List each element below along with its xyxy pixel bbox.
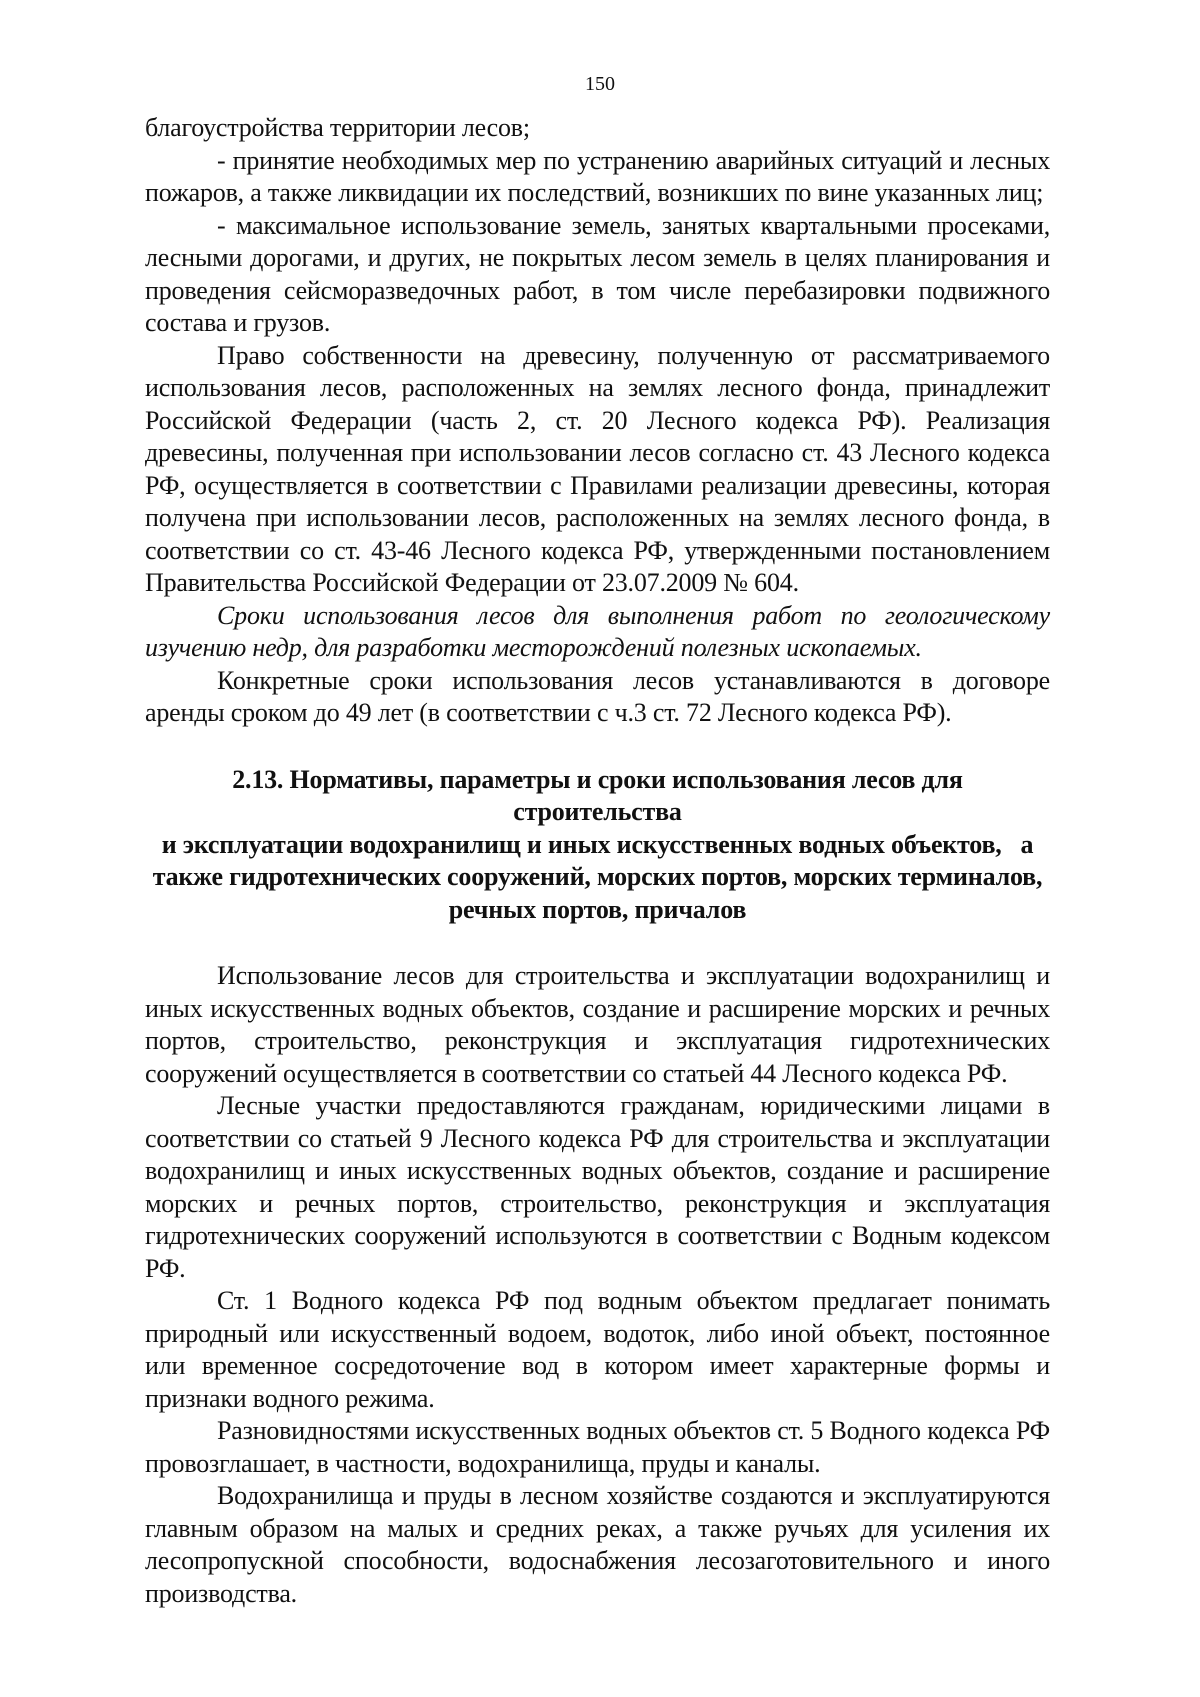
paragraph-lease-terms: Конкретные сроки использования лесов устанавливаются в договоре аренды сроком до 49 лет (в соответствии с ч.3 ст. 72 Лесного кодекса РФ). — [145, 665, 1050, 727]
page-number: 150 — [585, 73, 615, 95]
paragraph-water-code-article-5: Разновидностями искусственных водных объектов ст. 5 Водного кодекса РФ провозглашает, в частности, водохранилища, пруды и каналы. — [145, 1416, 1050, 1478]
section-heading — [145, 764, 1050, 927]
section-heading-line: 2.13. Нормативы, параметры и сроки использования лесов для строительства — [232, 764, 963, 826]
section-heading-line: также гидротехнических сооружений, морских портов, морских терминалов, — [152, 862, 1043, 891]
paragraph-continuation: благоустройства территории лесов; — [145, 113, 530, 142]
paragraph-terms-italic: Сроки использования лесов для выполнения работ по геологическому изучению недр, для разработки месторождений полезных ископаемых. — [145, 600, 1050, 662]
paragraph-ownership: Право собственности на древесину, полученную от рассматриваемого использования лесов, расположенных на землях лесного фонда, принадлежит Российской Федерации (часть 2, ст. 20 Лесного кодекса РФ). Реализация древесины, полученная при использовании лесов согласно ст. 43 Лесного кодекса РФ, осуществляется в соответствии с Правилами реализации древесины, которая получена при использовании лесов, расположенных на землях лесного фонда, в соответствии со ст. 43-46 Лесного кодекса РФ, утвержденными постановлением Правительства Российской Федерации от 23.07.2009 № 604. — [145, 340, 1050, 597]
paragraph-reservoirs: Водохранилища и пруды в лесном хозяйстве создаются и эксплуатируются главным образом на малых и средних реках, а также ручьях для усиления их лесопропускной способности, водоснабжения лесозаготовительного и иного производства. — [145, 1481, 1050, 1608]
paragraph-article-44: Использование лесов для строительства и эксплуатации водохранилищ и иных искусственных водных объектов, создание и расширение морских и речных портов, строительство, реконструкция и эксплуатация гидротехнических сооружений осуществляется в соответствии со статьей 44 Лесного кодекса РФ. — [145, 961, 1050, 1088]
page-content — [145, 112, 1050, 1610]
section-heading-line: и эксплуатации водохранилищ и иных искусственных водных объектов, а — [161, 829, 1034, 859]
paragraph-article-9: Лесные участки предоставляются гражданам, юридическими лицами в соответствии со статьей 9 Лесного кодекса РФ для строительства и эксплуатации водохранилищ и иных искусственных водных объектов, создание и расширение морских и речных портов, строительство, реконструкция и эксплуатация гидротехнических сооружений используются в соответствии с Водным кодексом РФ. — [145, 1091, 1050, 1283]
list-item-land-use: - максимальное использование земель, занятых квартальными просеками, лесными дорогами, и других, не покрытых лесом земель в целях планирования и проведения сейсморазведочных работ, в том числе перебазировки подвижного состава и грузов. — [145, 210, 1050, 337]
section-heading-line: речных портов, причалов — [448, 894, 747, 924]
paragraph-water-code-article-1: Ст. 1 Водного кодекса РФ под водным объектом предлагает понимать природный или искусственный водоем, водоток, либо иной объект, постоянное или временное сосредоточение вод в котором имеет характерные формы и признаки водного режима. — [145, 1286, 1050, 1413]
list-item-emergency-measures: - принятие необходимых мер по устранению аварийных ситуаций и лесных пожаров, а также ликвидации их последствий, возникших по вине указанных лиц; — [145, 145, 1050, 207]
